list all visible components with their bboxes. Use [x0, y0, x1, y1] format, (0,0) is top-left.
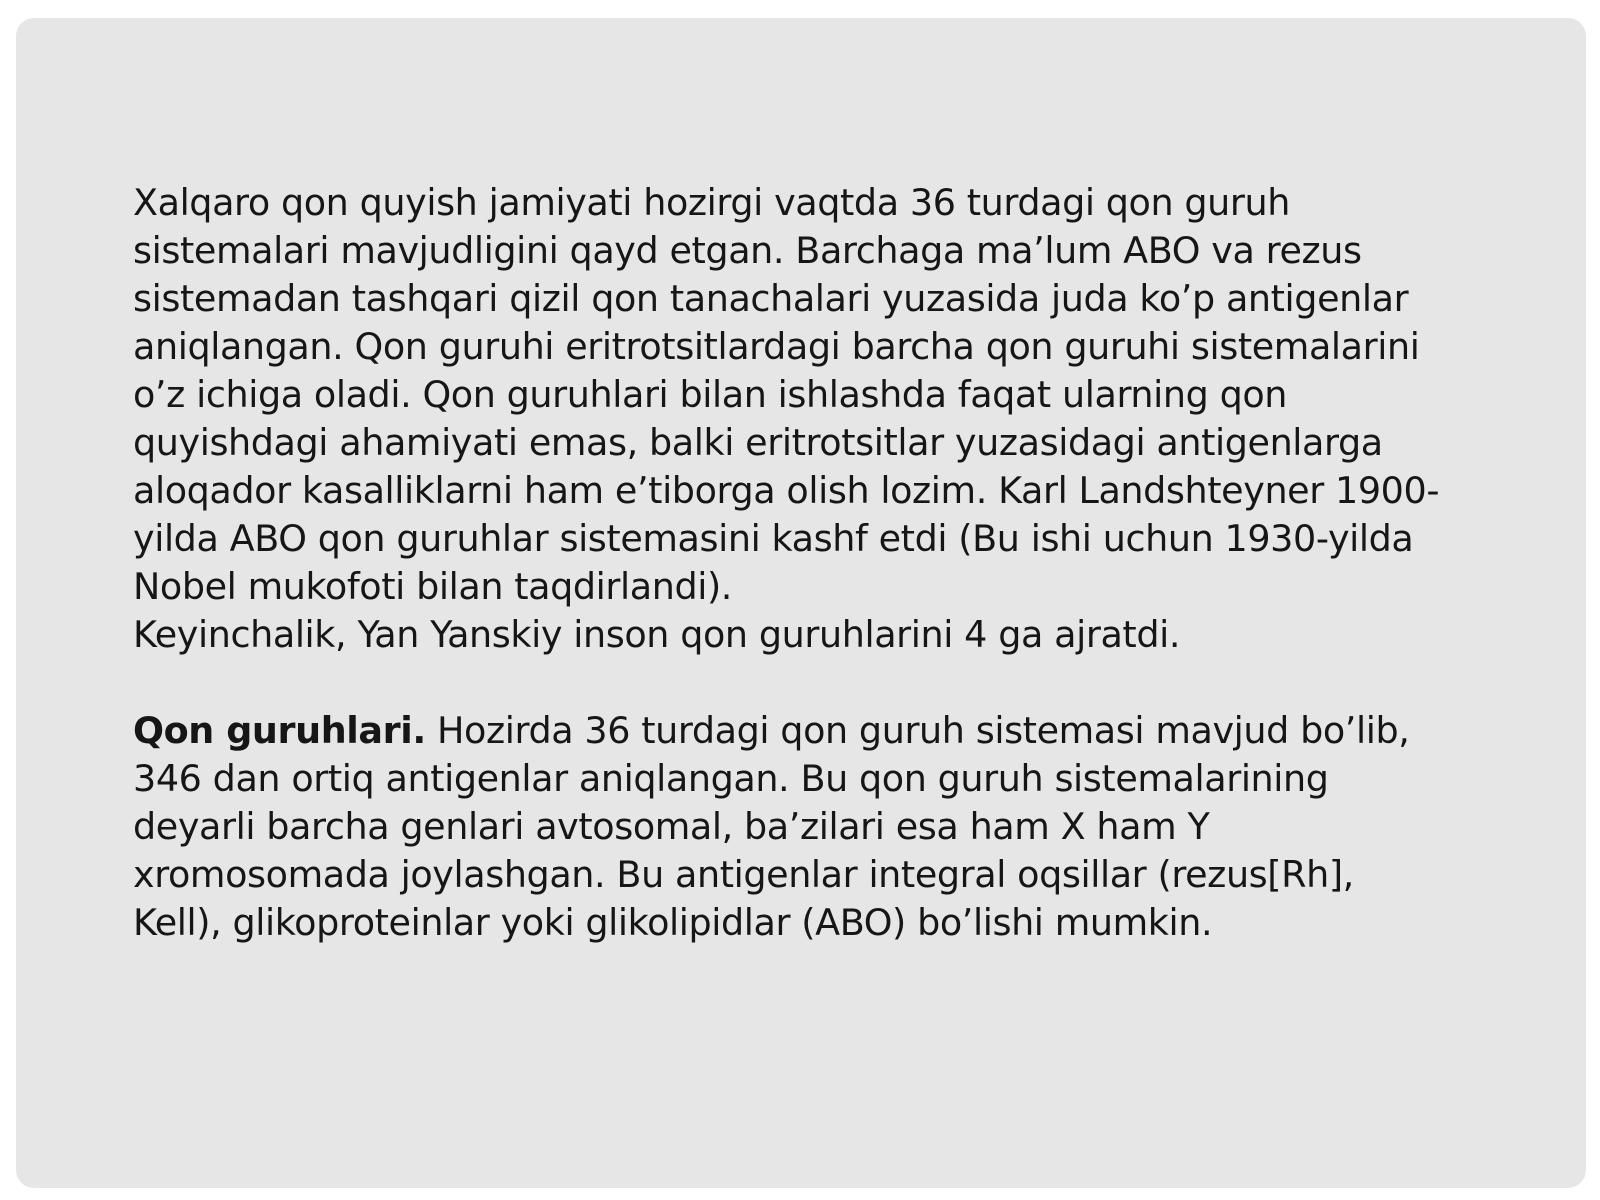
paragraph-intro: Xalqaro qon quyish jamiyati hozirgi vaqtda 36 turdagi qon guruh sistemalari mavjudligini qayd etgan. Barchaga ma’lum ABO va rezus sistemadan tashqari qizil qon tanachalari yuzasida juda ko’p antigenlar aniqlangan. Qon guruhi eritrotsitlardagi barcha qon guruhi sistemalarini o’z ichiga oladi. Qon guruhlari bilan ishlashda faqat ularning qon quyishdagi ahamiyati emas, balki eritrotsitlar yuzasidagi antigenlarga aloqador kasalliklarni ham e’tiborga olish lozim. Karl Landshteyner 1900- yilda ABO qon guruhlar sistemasini kashf etdi (Bu ishi uchun 1930-yilda Nobel mukofoti bilan taqdirlandi).	[133, 181, 1440, 608]
blood-groups-body: Hozirda 36 turdagi qon guruh sistemasi mavjud bo’lib, 346 dan ortiq antigenlar aniqlangan. Bu qon guruh sistemalarining deyarli barcha genlari avtosomal, ba’zilari esa ham X ham Y xromosomada joylashgan. Bu antigenlar integral oqsillar (rezus[Rh], Kell), glikoproteinlar yoki glikolipidlar (ABO) bo’lishi mumkin.	[133, 709, 1410, 944]
slide-content	[133, 179, 1533, 947]
paragraph-blood-groups	[133, 707, 1533, 947]
slide-panel	[16, 18, 1586, 1188]
paragraph-spacer	[133, 659, 1533, 707]
paragraph-yanskiy: Keyinchalik, Yan Yanskiy inson qon guruhlarini 4 ga ajratdi.	[133, 613, 1181, 656]
blood-groups-heading: Qon guruhlari.	[133, 709, 426, 752]
